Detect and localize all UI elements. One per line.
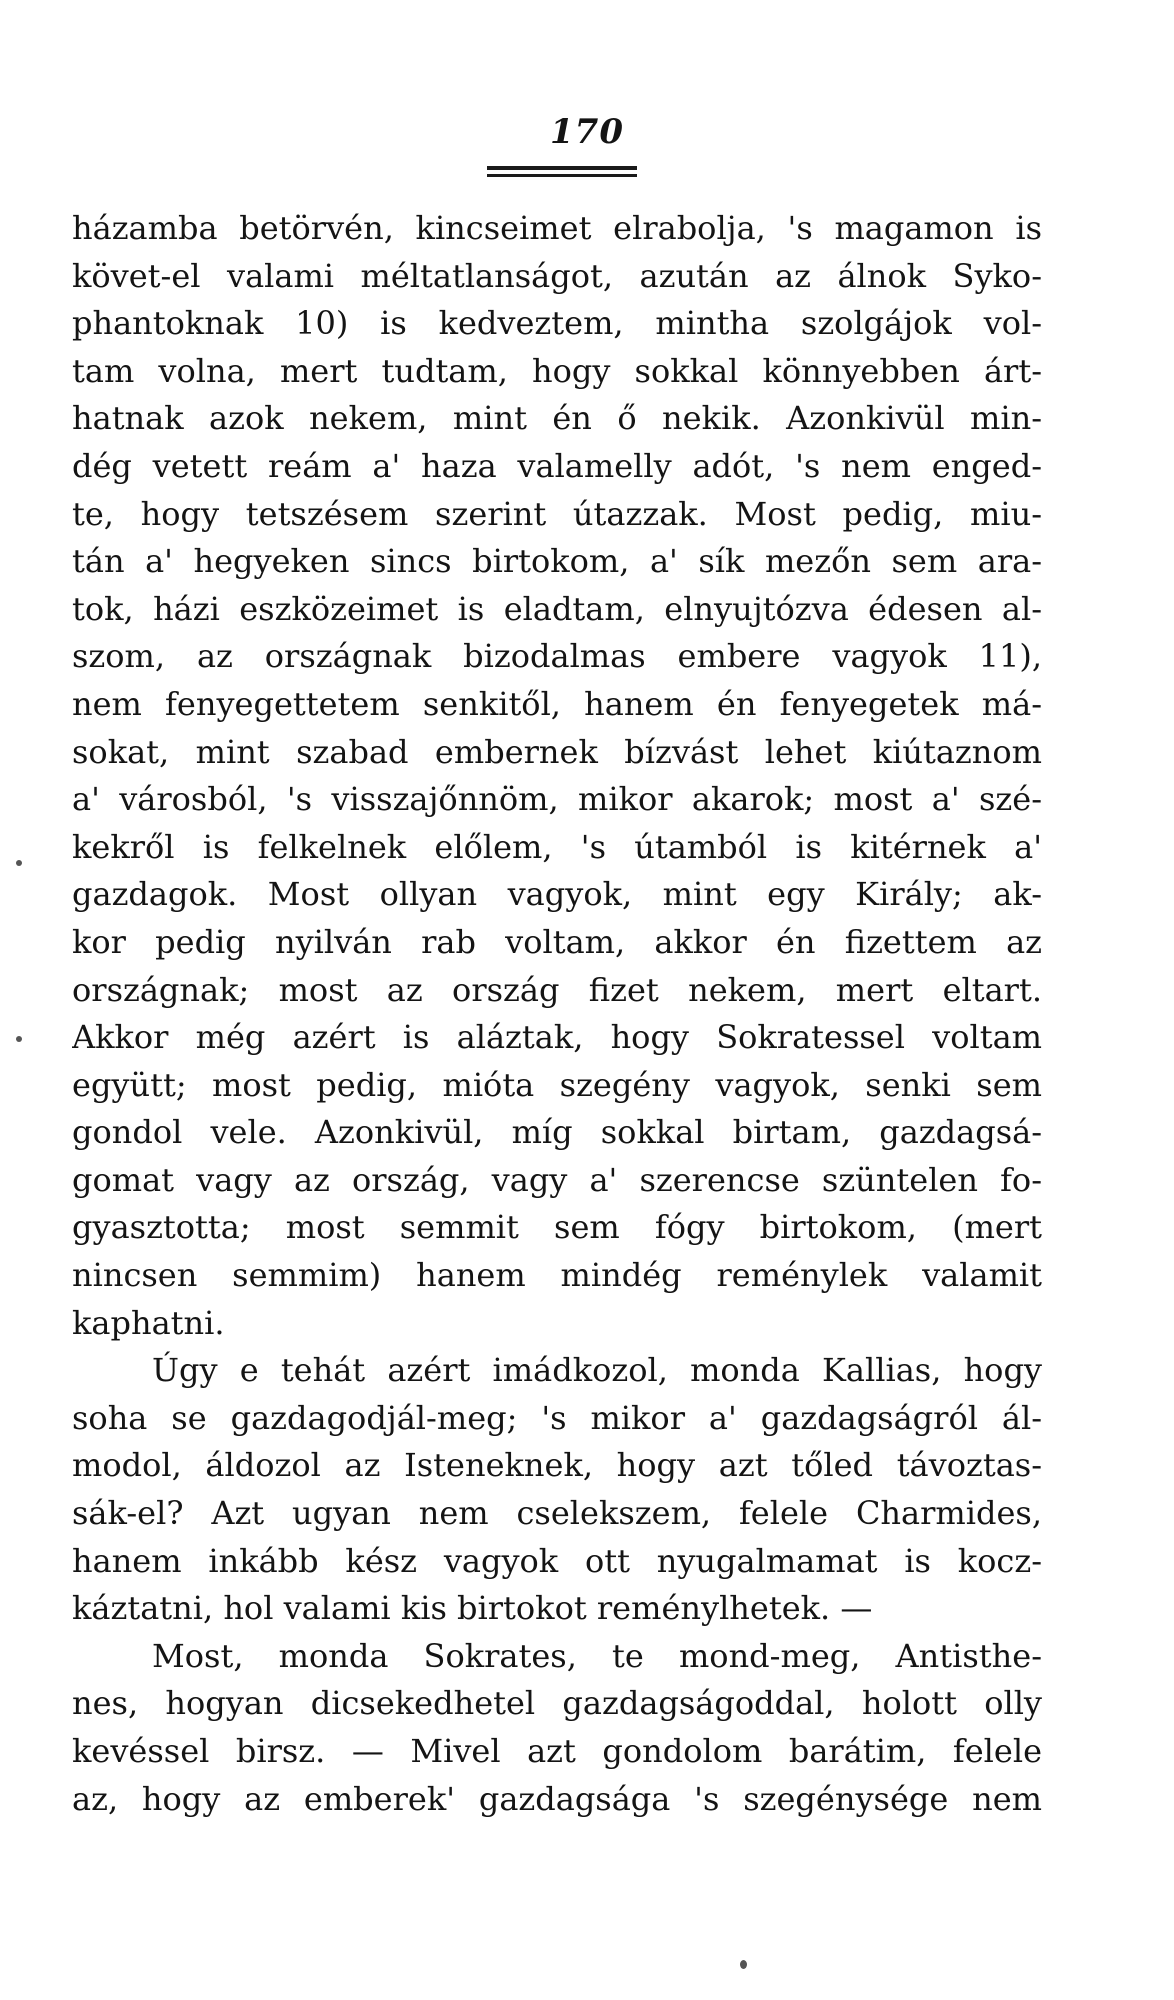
text-line: kekről is felkelnek előlem, 's útamból is kitérnek a' <box>72 827 1042 866</box>
text-line: gyasztotta; most semmit sem fógy birtokom, (mert <box>72 1208 1042 1247</box>
text-line: modol, áldozol az Isteneknek, hogy azt tőled távoztas- <box>72 1446 1042 1485</box>
text-line: dég vetett reám a' haza valamelly adót, 's nem enged- <box>72 446 1042 485</box>
text-line: nes, hogyan dicsekedhetel gazdagságoddal, holott olly <box>72 1684 1042 1723</box>
text-line: sokat, mint szabad embernek bízvást lehet kiútaznom <box>72 732 1042 771</box>
text-line: Úgy e tehát azért imádkozol, monda Kallias, hogy <box>152 1351 1042 1390</box>
text-line: országnak; most az ország fizet nekem, mert eltart. <box>72 970 1042 1009</box>
text-line: káztatni, hol valami kis birtokot reménylhetek. — <box>72 1589 873 1628</box>
text-line: hanem inkább kész vagyok ott nyugalmamat is kocz- <box>72 1541 1042 1580</box>
text-line: tok, házi eszközeimet is eladtam, elnyujtózva édesen al- <box>72 589 1042 628</box>
text-line: Akkor még azért is aláztak, hogy Sokratessel voltam <box>72 1018 1042 1057</box>
text-line: kor pedig nyilván rab voltam, akkor én fizettem az <box>72 922 1042 961</box>
text-line: sák-el? Azt ugyan nem cselekszem, felele Charmides, <box>72 1494 1042 1533</box>
ink-speck <box>16 860 22 866</box>
text-line: tán a' hegyeken sincs birtokom, a' sík mezőn sem ara- <box>72 542 1042 581</box>
header-rule-thin <box>487 174 637 177</box>
text-line: tam volna, mert tudtam, hogy sokkal könnyebben árt- <box>72 351 1042 390</box>
text-line: soha se gazdagodjál-meg; 's mikor a' gazdagságról ál- <box>72 1398 1042 1437</box>
text-line: az, hogy az emberek' gazdagsága 's szegénysége nem <box>72 1779 1042 1818</box>
text-line: gomat vagy az ország, vagy a' szerencse szüntelen fo- <box>72 1160 1042 1199</box>
text-line: kevéssel birsz. — Mivel azt gondolom barátim, felele <box>72 1732 1042 1770</box>
text-line: nem fenyegettetem senkitől, hanem én fenyegetek má- <box>72 684 1042 723</box>
text-line: együtt; most pedig, mióta szegény vagyok, senki sem <box>72 1065 1042 1104</box>
text-line: nincsen semmim) hanem mindég reménylek valamit <box>72 1256 1042 1295</box>
text-line: szom, az országnak bizodalmas embere vagyok 11), <box>72 637 1042 676</box>
body-text <box>72 205 1042 1823</box>
ink-speck <box>740 1960 747 1969</box>
ink-speck <box>16 1036 22 1042</box>
text-line: a' városból, 's visszajőnnöm, mikor akarok; most a' szé- <box>72 780 1042 819</box>
text-line: Most, monda Sokrates, te mond-meg, Antisthe- <box>152 1636 1042 1675</box>
text-line: te, hogy tetszésem szerint útazzak. Most pedig, miu- <box>72 494 1042 533</box>
text-line: gondol vele. Azonkivül, míg sokkal birtam, gazdagsá- <box>72 1113 1042 1152</box>
text-line: gazdagok. Most ollyan vagyok, mint egy Király; ak- <box>72 875 1042 914</box>
text-line: phantoknak 10) is kedveztem, mintha szolgájok vol- <box>72 304 1042 343</box>
text-line: hatnak azok nekem, mint én ő nekik. Azonkivül min- <box>72 399 1042 438</box>
text-line: követ-el valami méltatlanságot, azután az álnok Syko- <box>72 256 1042 295</box>
text-line: kaphatni. <box>72 1303 225 1342</box>
text-line: házamba betörvén, kincseimet elrabolja, 's magamon is <box>72 209 1042 247</box>
page-number: 170 <box>550 112 624 152</box>
header-rule-thick <box>487 166 637 170</box>
